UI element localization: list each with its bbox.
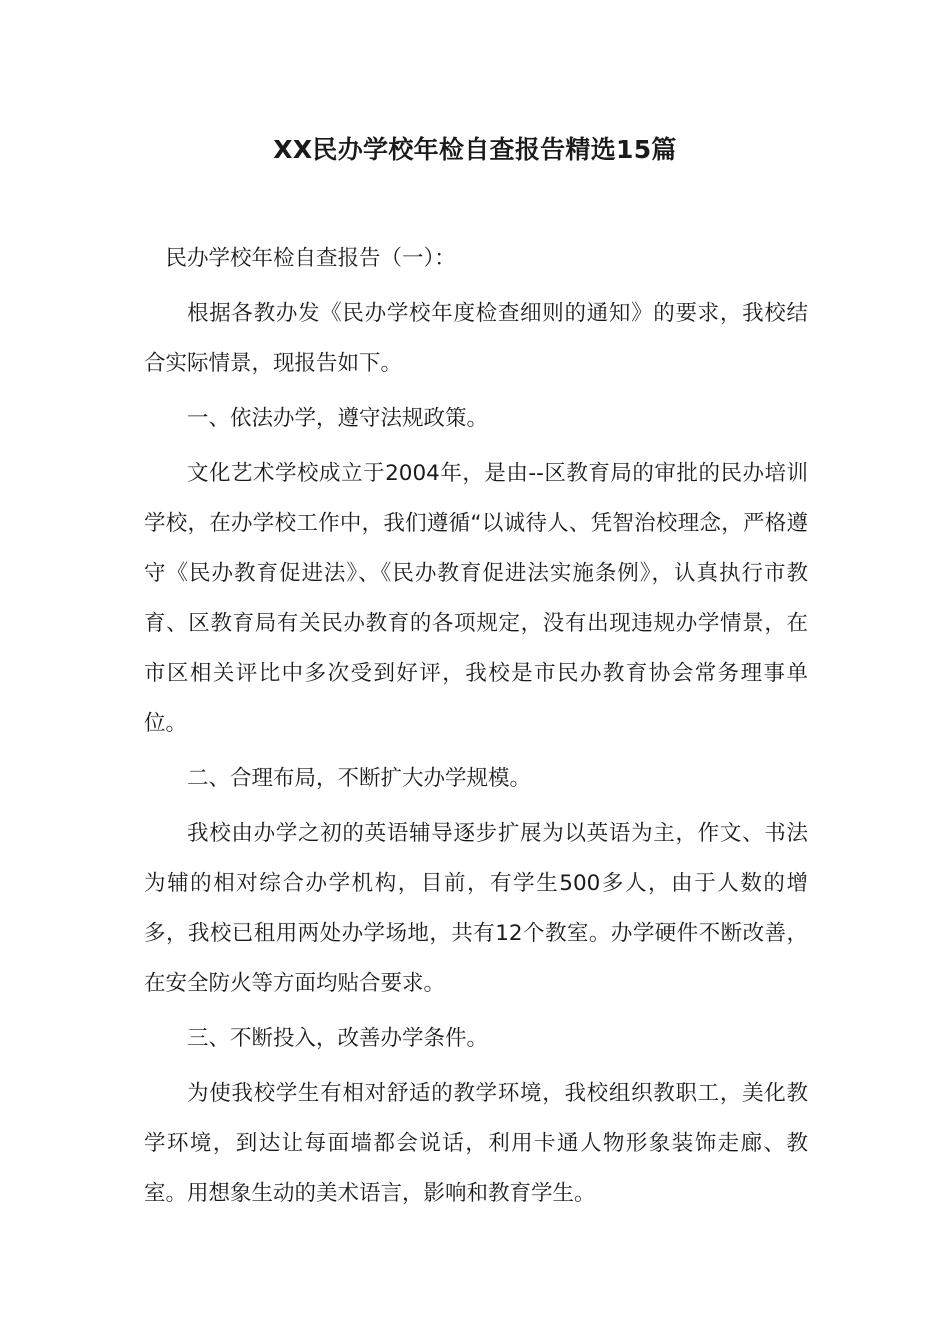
section-heading-1: 一、依法办学，遵守法规政策。 xyxy=(187,406,489,431)
intro-paragraph: 根据各教办发《民办学校年度检查细则的通知》的要求，我校结合实际情景，现报告如下。 xyxy=(144,301,808,376)
section-heading-3: 三、不断投入，改善办学条件。 xyxy=(187,1026,489,1051)
report-subtitle: 民办学校年检自查报告（一）： xyxy=(165,246,456,271)
document-title: XX民办学校年检自查报告精选15篇 xyxy=(273,135,677,164)
document-body xyxy=(144,234,808,1219)
section-3-paragraph: 为使我校学生有相对舒适的教学环境，我校组织教职工，美化教学环境，到达让每面墙都会说话，利用卡通人物形象装饰走廊、教室。用想象生动的美术语言，影响和教育学生。 xyxy=(144,1081,808,1206)
section-1-paragraph: 文化艺术学校成立于2004年，是由--区教育局的审批的民办培训学校，在办学校工作中，我们遵循“以诚待人、凭智治校理念，严格遵守《民办教育促进法》、《民办教育促进法实施条例》，认真执行市教育、区教育局有关民办教育的各项规定，没有出现违规办学情景，在市区相关评比中多次受到好评，我校是市民办教育协会常务理事单位。 xyxy=(144,461,808,736)
section-2-paragraph: 我校由办学之初的英语辅导逐步扩展为以英语为主，作文、书法为辅的相对综合办学机构，目前，有学生500多人，由于人数的增多，我校已租用两处办学场地，共有12个教室。办学硬件不断改善，在安全防火等方面均贴合要求。 xyxy=(144,821,808,996)
section-heading-2: 二、合理布局，不断扩大办学规模。 xyxy=(187,766,532,791)
